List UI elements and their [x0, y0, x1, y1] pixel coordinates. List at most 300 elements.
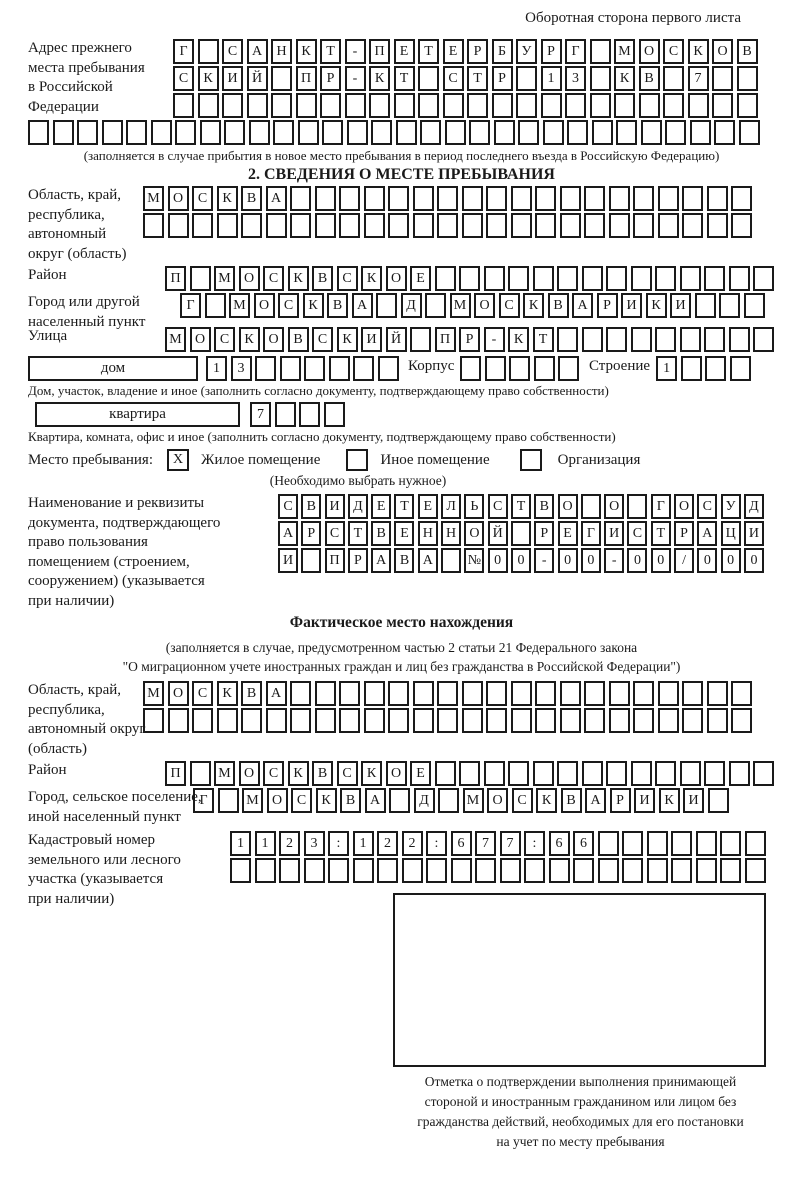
char-cell	[509, 356, 530, 381]
char-cell: Е	[394, 39, 415, 64]
char-cell: Р	[674, 521, 694, 546]
korpus-label: Корпус	[408, 358, 455, 374]
char-cell	[205, 293, 226, 318]
char-cell	[500, 858, 521, 883]
prev-address-label-line: Адрес прежнего	[28, 40, 132, 56]
char-cell	[217, 213, 238, 238]
char-cell: Й	[386, 327, 407, 352]
char-cell	[469, 120, 490, 145]
cadastral-row-2	[230, 858, 775, 883]
doc-label-line: помещением (строением,	[28, 553, 190, 570]
char-cell	[364, 708, 385, 733]
char-cell: О	[263, 327, 284, 352]
char-cell	[731, 213, 752, 238]
char-cell	[241, 708, 262, 733]
char-cell: С	[192, 681, 213, 706]
apartment-cells	[250, 402, 348, 427]
char-cell	[329, 356, 350, 381]
char-cell: У	[721, 494, 741, 519]
char-cell: О	[604, 494, 624, 519]
char-cell: Р	[610, 788, 631, 813]
char-cell	[557, 327, 578, 352]
char-cell	[339, 708, 360, 733]
char-cell	[315, 213, 336, 238]
char-cell	[584, 681, 605, 706]
prev-address-label-line: Федерации	[28, 98, 99, 115]
char-cell: Ц	[721, 521, 741, 546]
char-cell	[102, 120, 123, 145]
option-residential-label: Жилое помещение	[201, 451, 321, 468]
char-cell	[582, 327, 603, 352]
char-cell: О	[239, 761, 260, 786]
char-cell	[192, 708, 213, 733]
doc-label-line: право пользования	[28, 534, 148, 550]
char-cell	[631, 266, 652, 291]
char-cell	[339, 681, 360, 706]
char-cell: Р	[320, 66, 341, 91]
char-cell	[655, 761, 676, 786]
char-cell: Т	[394, 494, 414, 519]
char-cell	[508, 761, 529, 786]
char-cell: -	[604, 548, 624, 573]
char-cell: И	[278, 548, 298, 573]
char-cell	[279, 858, 300, 883]
char-cell	[437, 681, 458, 706]
char-cell	[606, 761, 627, 786]
char-cell	[622, 858, 643, 883]
actual-district-row	[165, 761, 775, 786]
char-cell	[425, 293, 446, 318]
house-cells	[206, 356, 402, 381]
char-cell: :	[524, 831, 545, 856]
header-note: Оборотная сторона первого листа	[525, 10, 741, 26]
char-cell	[690, 120, 711, 145]
char-cell	[558, 356, 579, 381]
char-cell: В	[639, 66, 660, 91]
char-cell	[441, 548, 461, 573]
char-cell	[729, 266, 750, 291]
char-cell	[271, 66, 292, 91]
char-cell: 1	[656, 356, 677, 381]
char-cell: К	[288, 761, 309, 786]
stroenie-label: Строение	[588, 358, 651, 374]
char-cell: Н	[271, 39, 292, 64]
char-cell	[426, 858, 447, 883]
char-cell: Р	[534, 521, 554, 546]
char-cell	[275, 402, 296, 427]
char-cell: С	[263, 761, 284, 786]
confirmation-caption	[383, 1072, 778, 1152]
char-cell	[266, 213, 287, 238]
char-cell: К	[217, 681, 238, 706]
region-label-line: республика,	[28, 206, 105, 223]
char-cell: Д	[348, 494, 368, 519]
char-cell	[435, 266, 456, 291]
char-cell	[438, 788, 459, 813]
char-cell	[682, 681, 703, 706]
char-cell: И	[744, 521, 764, 546]
char-cell	[631, 327, 652, 352]
char-cell	[467, 93, 488, 118]
char-cell	[688, 93, 709, 118]
char-cell: 7	[250, 402, 271, 427]
char-cell	[376, 293, 397, 318]
doc-label-line: документа, подтверждающего	[28, 514, 221, 531]
char-cell: М	[214, 266, 235, 291]
char-cell	[609, 681, 630, 706]
char-cell	[315, 708, 336, 733]
char-cell	[484, 266, 505, 291]
char-cell: /	[674, 548, 694, 573]
char-cell	[462, 681, 483, 706]
char-cell: Р	[301, 521, 321, 546]
char-cell	[413, 186, 434, 211]
char-cell	[353, 858, 374, 883]
char-cell: С	[337, 761, 358, 786]
char-cell	[462, 186, 483, 211]
char-cell	[680, 761, 701, 786]
char-cell: 0	[511, 548, 531, 573]
char-cell: В	[534, 494, 554, 519]
char-cell	[543, 120, 564, 145]
char-cell: 7	[475, 831, 496, 856]
char-cell: -	[345, 66, 366, 91]
char-cell: В	[737, 39, 758, 64]
char-cell	[533, 761, 554, 786]
char-cell	[353, 356, 374, 381]
char-cell	[745, 831, 766, 856]
char-cell: Б	[492, 39, 513, 64]
char-cell	[720, 858, 741, 883]
char-cell	[560, 708, 581, 733]
char-cell	[739, 120, 760, 145]
char-cell: В	[394, 548, 414, 573]
checkbox-organization	[520, 449, 542, 471]
char-cell: :	[328, 831, 349, 856]
char-cell	[707, 186, 728, 211]
char-cell	[168, 708, 189, 733]
char-cell	[609, 213, 630, 238]
char-cell: Г	[651, 494, 671, 519]
char-cell: А	[247, 39, 268, 64]
char-cell: 0	[558, 548, 578, 573]
char-cell: К	[614, 66, 635, 91]
char-cell: Г	[180, 293, 201, 318]
char-cell: С	[291, 788, 312, 813]
char-cell	[707, 708, 728, 733]
char-cell	[584, 186, 605, 211]
char-cell	[695, 293, 716, 318]
doc-row-1	[278, 494, 775, 519]
cadastral-label-line: участка (указывается	[28, 871, 164, 887]
char-cell	[299, 402, 320, 427]
actual-region-label-line: Область, край,	[28, 682, 122, 698]
char-cell: К	[688, 39, 709, 64]
char-cell	[647, 831, 668, 856]
actual-region-row-2	[143, 708, 775, 733]
char-cell: А	[266, 186, 287, 211]
house-name-box: дом	[28, 356, 198, 381]
char-cell	[535, 681, 556, 706]
char-cell	[273, 120, 294, 145]
char-cell: О	[190, 327, 211, 352]
char-cell	[200, 120, 221, 145]
char-cell	[535, 186, 556, 211]
char-cell: -	[484, 327, 505, 352]
char-cell	[280, 356, 301, 381]
char-cell	[633, 708, 654, 733]
char-cell: О	[386, 266, 407, 291]
char-cell: И	[634, 788, 655, 813]
cadastral-label-line: земельного или лесного	[28, 851, 181, 868]
region-field	[28, 186, 775, 262]
char-cell: П	[296, 66, 317, 91]
char-cell	[663, 93, 684, 118]
char-cell: Р	[348, 548, 368, 573]
prev-address-caption: (заполняется в случае прибытия в новое место пребывания в период последнего въезда в Российскую Федерацию)	[83, 148, 720, 163]
char-cell	[731, 708, 752, 733]
city-row	[180, 293, 775, 318]
char-cell: О	[487, 788, 508, 813]
char-cell: Е	[418, 494, 438, 519]
char-cell	[437, 186, 458, 211]
char-cell: -	[345, 39, 366, 64]
char-cell	[190, 761, 211, 786]
char-cell: В	[288, 327, 309, 352]
char-cell	[364, 186, 385, 211]
char-cell	[266, 708, 287, 733]
checkbox-residential: X	[167, 449, 189, 471]
char-cell	[647, 858, 668, 883]
char-cell: К	[536, 788, 557, 813]
char-cell: А	[365, 788, 386, 813]
char-cell: О	[474, 293, 495, 318]
char-cell: М	[143, 681, 164, 706]
char-cell	[753, 266, 774, 291]
char-cell: Т	[651, 521, 671, 546]
char-cell: Г	[173, 39, 194, 64]
char-cell: С	[278, 494, 298, 519]
doc-label-line: сооружением) (указывается	[28, 573, 205, 589]
char-cell: 1	[255, 831, 276, 856]
actual-location-caption-1: (заполняется в случае, предусмотренном частью 2 статьи 21 Федерального закона	[165, 640, 638, 655]
char-cell: №	[464, 548, 484, 573]
char-cell: К	[361, 266, 382, 291]
char-cell: М	[165, 327, 186, 352]
char-cell: П	[369, 39, 390, 64]
char-cell: 1	[353, 831, 374, 856]
char-cell	[609, 186, 630, 211]
char-cell: Т	[511, 494, 531, 519]
char-cell	[484, 761, 505, 786]
char-cell	[143, 213, 164, 238]
street-label: Улица	[28, 328, 68, 344]
char-cell: К	[303, 293, 324, 318]
char-cell	[731, 186, 752, 211]
char-cell	[301, 548, 321, 573]
char-cell	[590, 93, 611, 118]
cadastral-label	[28, 831, 181, 909]
char-cell: П	[435, 327, 456, 352]
char-cell: К	[337, 327, 358, 352]
char-cell: А	[371, 548, 391, 573]
char-cell	[320, 93, 341, 118]
char-cell	[410, 327, 431, 352]
char-cell	[126, 120, 147, 145]
char-cell: И	[670, 293, 691, 318]
actual-region-row-1	[143, 681, 775, 706]
char-cell: О	[168, 186, 189, 211]
char-cell	[719, 293, 740, 318]
doc-label-line: Наименование и реквизиты	[28, 495, 205, 511]
char-cell: Н	[441, 521, 461, 546]
char-cell	[598, 831, 619, 856]
char-cell	[720, 831, 741, 856]
char-cell	[222, 93, 243, 118]
char-cell	[592, 120, 613, 145]
char-cell	[511, 186, 532, 211]
char-cell: И	[683, 788, 704, 813]
checkbox-other-premises	[346, 449, 368, 471]
char-cell	[459, 761, 480, 786]
char-cell: Е	[394, 521, 414, 546]
doc-field	[28, 494, 775, 610]
char-cell	[681, 356, 702, 381]
char-cell	[462, 708, 483, 733]
char-cell: М	[463, 788, 484, 813]
prev-address-row-2	[173, 66, 775, 91]
char-cell: И	[604, 521, 624, 546]
char-cell: Е	[558, 521, 578, 546]
char-cell	[339, 186, 360, 211]
char-cell: К	[523, 293, 544, 318]
char-cell	[671, 858, 692, 883]
char-cell	[584, 213, 605, 238]
char-cell	[639, 93, 660, 118]
actual-location-title: Фактическое место нахождения	[289, 614, 514, 631]
char-cell: К	[217, 186, 238, 211]
char-cell	[680, 327, 701, 352]
char-cell	[535, 708, 556, 733]
char-cell	[418, 66, 439, 91]
char-cell: Д	[401, 293, 422, 318]
char-cell: О	[267, 788, 288, 813]
char-cell	[486, 186, 507, 211]
char-cell	[28, 120, 49, 145]
char-cell	[198, 39, 219, 64]
char-cell	[534, 356, 555, 381]
char-cell	[377, 858, 398, 883]
char-cell	[581, 494, 601, 519]
char-cell	[745, 858, 766, 883]
char-cell	[230, 858, 251, 883]
char-cell	[658, 213, 679, 238]
char-cell	[192, 213, 213, 238]
char-cell: Т	[418, 39, 439, 64]
char-cell: О	[386, 761, 407, 786]
char-cell	[364, 681, 385, 706]
char-cell	[324, 402, 345, 427]
char-cell	[322, 120, 343, 145]
stroenie-cells	[656, 356, 754, 381]
char-cell	[680, 266, 701, 291]
char-cell	[655, 266, 676, 291]
char-cell	[616, 120, 637, 145]
char-cell	[606, 266, 627, 291]
char-cell: Р	[459, 327, 480, 352]
char-cell: Т	[394, 66, 415, 91]
char-cell	[658, 186, 679, 211]
char-cell	[290, 708, 311, 733]
char-cell	[704, 761, 725, 786]
char-cell	[304, 858, 325, 883]
char-cell	[315, 681, 336, 706]
char-cell: 7	[500, 831, 521, 856]
confirmation-caption-line: стороной и иностранным гражданином или лицом без	[424, 1094, 737, 1109]
char-cell	[364, 213, 385, 238]
char-cell: Т	[320, 39, 341, 64]
actual-district-label: Район	[28, 762, 67, 778]
char-cell	[475, 858, 496, 883]
char-cell	[705, 356, 726, 381]
char-cell	[622, 831, 643, 856]
char-cell	[143, 708, 164, 733]
prev-address-row-3	[173, 93, 775, 118]
char-cell: К	[361, 761, 382, 786]
actual-region-label-line: автономный округ	[28, 721, 146, 737]
char-cell	[371, 120, 392, 145]
stay-type-row	[28, 449, 775, 471]
char-cell	[633, 681, 654, 706]
char-cell: А	[266, 681, 287, 706]
house-caption: Дом, участок, владение и иное (заполнить согласно документу, подтверждающему право собственности)	[28, 383, 609, 398]
char-cell: 2	[402, 831, 423, 856]
char-cell	[315, 186, 336, 211]
char-cell: К	[288, 266, 309, 291]
char-cell: К	[659, 788, 680, 813]
region-row-2	[143, 213, 775, 238]
char-cell: Е	[410, 761, 431, 786]
char-cell	[224, 120, 245, 145]
char-cell	[413, 213, 434, 238]
char-cell	[614, 93, 635, 118]
char-cell	[584, 708, 605, 733]
street-row	[165, 327, 775, 352]
char-cell	[328, 858, 349, 883]
char-cell	[394, 93, 415, 118]
char-cell: 6	[451, 831, 472, 856]
char-cell: В	[340, 788, 361, 813]
prev-address-label-line: места пребывания	[28, 59, 145, 76]
char-cell: С	[488, 494, 508, 519]
char-cell: С	[192, 186, 213, 211]
char-cell: О	[464, 521, 484, 546]
char-cell: 6	[549, 831, 570, 856]
char-cell: 3	[565, 66, 586, 91]
city-label-line: Город или другой	[28, 294, 140, 310]
char-cell	[396, 120, 417, 145]
char-cell	[731, 681, 752, 706]
char-cell: В	[312, 761, 333, 786]
char-cell	[445, 120, 466, 145]
char-cell	[175, 120, 196, 145]
char-cell: В	[241, 681, 262, 706]
char-cell: О	[239, 266, 260, 291]
char-cell	[541, 93, 562, 118]
char-cell: К	[198, 66, 219, 91]
char-cell	[217, 708, 238, 733]
char-cell	[533, 266, 554, 291]
